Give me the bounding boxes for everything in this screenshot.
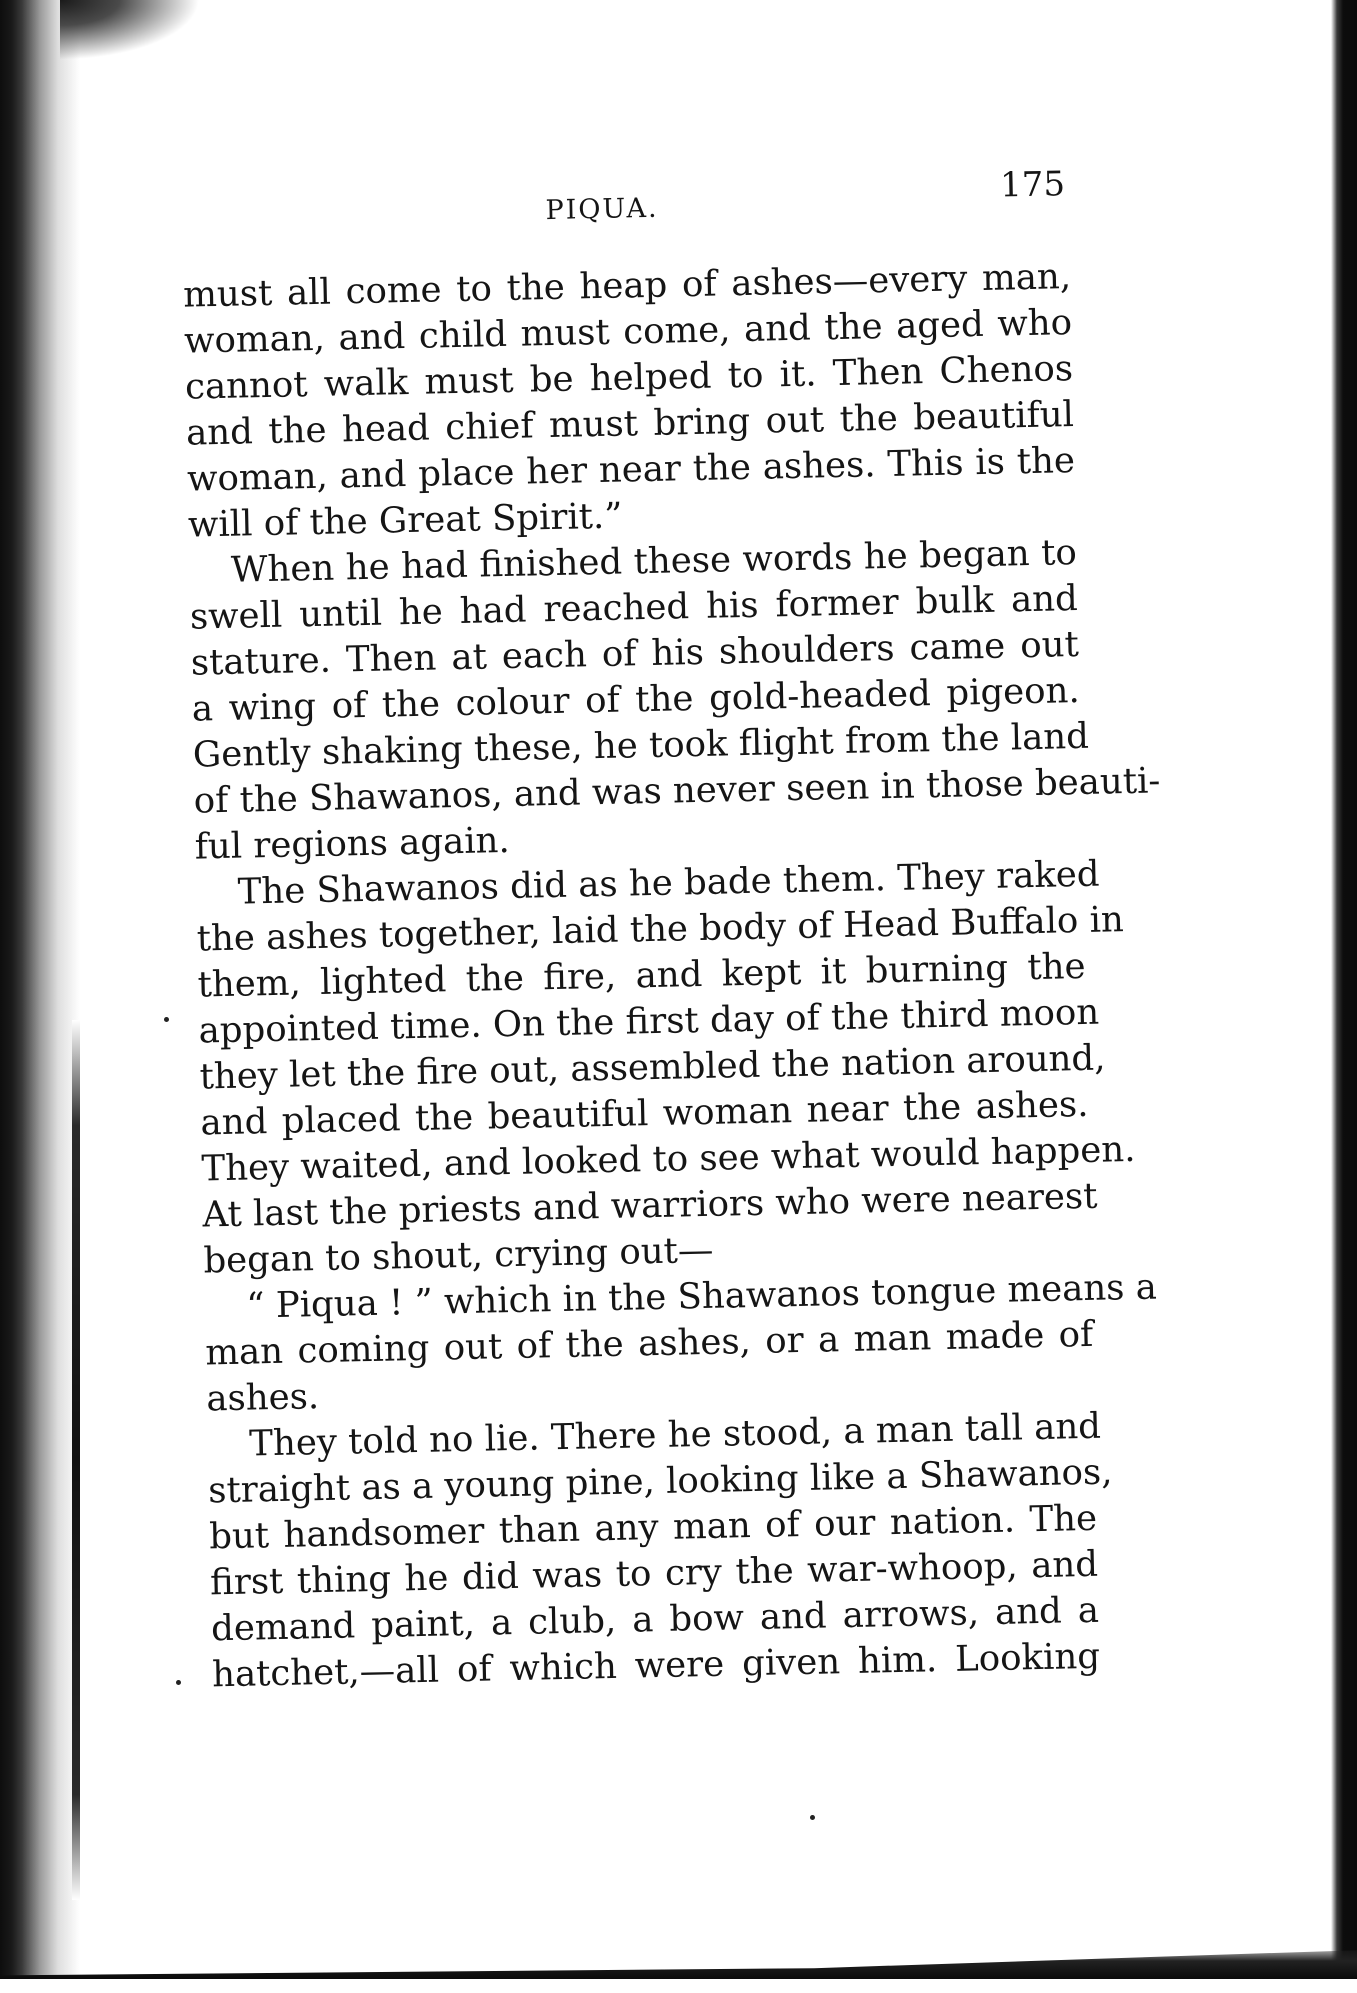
text-line: When he had finished these words he began to (230, 532, 1078, 591)
text-line: ful regions again. (194, 819, 511, 868)
text-line: a wing of the colour of the gold-headed pigeon. (191, 670, 1081, 730)
text-line: hatchet,—all of which were given him. Looking (211, 1635, 1101, 1696)
text-line: must all come to the heap of ashes—every man, (182, 256, 1072, 316)
text-line: and the head chief must bring out the beautiful (185, 394, 1075, 454)
text-line: of the Shawanos, and was never seen in those beauti- (193, 760, 1161, 822)
text-line: woman, and place her near the ashes. This is the (186, 440, 1076, 500)
text-line: straight as a young pine, looking like a Shawanos, (207, 1451, 1113, 1512)
text-line: cannot walk must be helped to it. Then Chenos (184, 348, 1074, 408)
text-line: stature. Then at each of his shoulders came out (190, 624, 1080, 684)
text-line: but handsomer than any man of our nation. The (208, 1497, 1098, 1558)
text-line: man coming out of the ashes, or a man made of (204, 1313, 1094, 1374)
text-line: appointed time. On the first day of the third moon (198, 991, 1100, 1052)
text-line: swell until he had reached his former bulk and (189, 578, 1079, 638)
text-line: The Shawanos did as he bade them. They raked (237, 853, 1100, 913)
text-line: Gently shaking these, he took flight from the land (192, 715, 1090, 776)
text-line: and placed the beautiful woman near the ashes. (200, 1083, 1089, 1144)
page-number: 175 (999, 164, 1066, 206)
text-line: “ Piqua ! ” which in the Shawanos tongue means a (245, 1266, 1158, 1327)
running-head: PIQUA. (545, 192, 659, 227)
text-line: demand paint, a club, a bow and arrows, and a (210, 1589, 1100, 1650)
text-line: ashes. (205, 1376, 320, 1420)
body-text (182, 254, 1161, 1698)
text-line: they let the fire out, assembled the nation around, (199, 1037, 1106, 1098)
text-line: them, lighted the fire, and kept it burning the (197, 945, 1086, 1006)
text-line: woman, and child must come, and the aged who (183, 302, 1073, 362)
text-line: the ashes together, laid the body of Head Buffalo in (196, 899, 1125, 960)
text-line: They told no lie. There he stood, a man tall and (248, 1405, 1102, 1465)
text-line: first thing he did was to cry the war-whoop, and (209, 1543, 1099, 1604)
text-line: began to shout, crying out— (203, 1229, 714, 1282)
text-line: At last the priests and warriors who were nearest (202, 1175, 1098, 1236)
text-line: They waited, and looked to see what would happen. (201, 1128, 1136, 1190)
text-line: will of the Great Spirit.” (187, 495, 623, 546)
